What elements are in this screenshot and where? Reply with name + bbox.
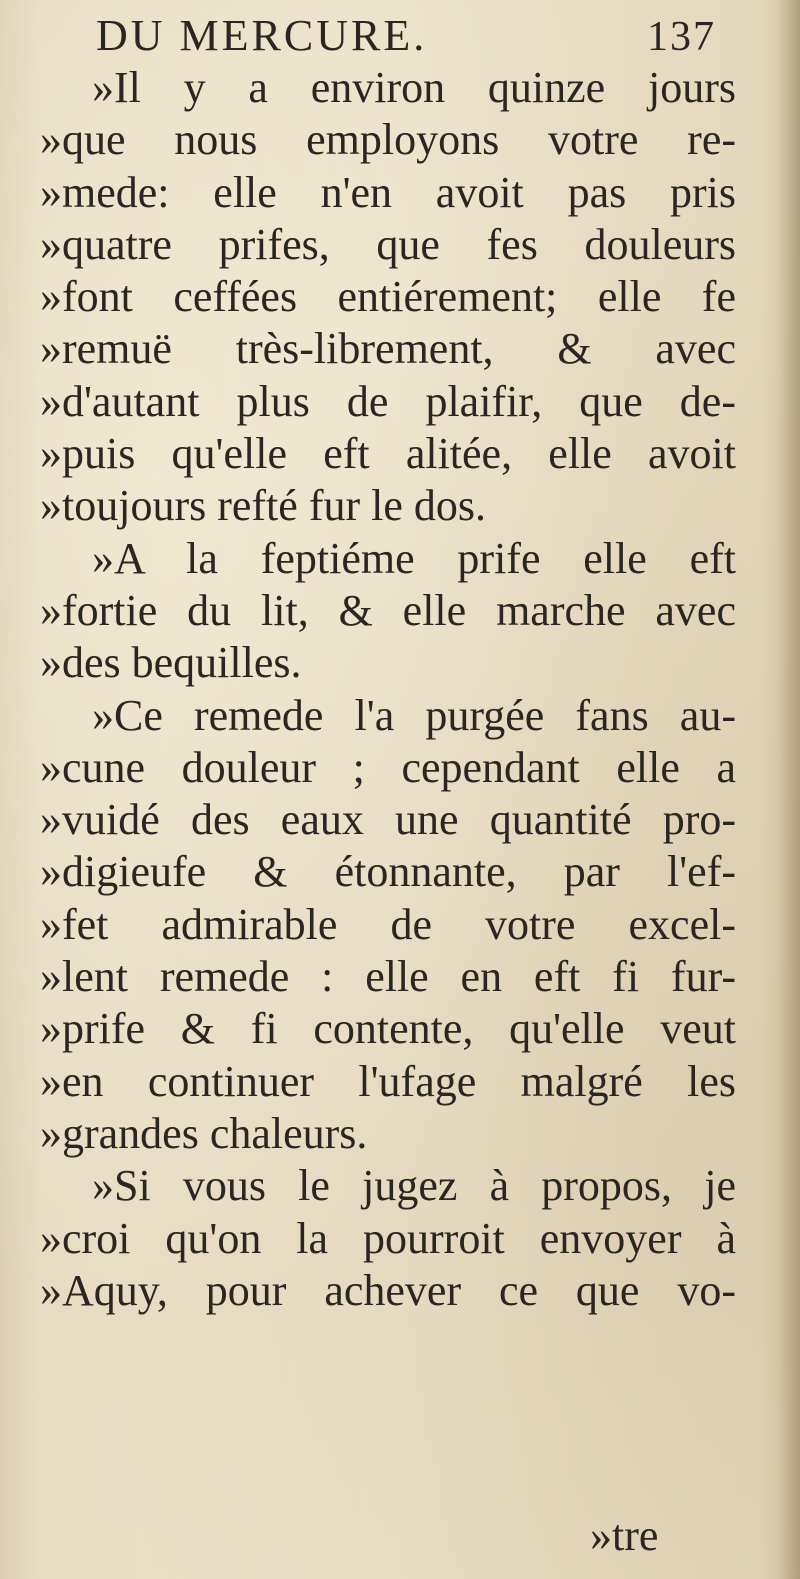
text-line: »Si vous le jugez à propos, je: [92, 1161, 736, 1211]
catchword: »tre: [590, 1511, 659, 1560]
text-line: »digieufe & étonnante, par l'ef-: [40, 847, 736, 897]
text-line: »remuë très-librement, & avec: [40, 324, 736, 374]
text-line: »que nous employons votre re-: [40, 115, 736, 165]
text-line: »lent remede : elle en eft fi fur-: [40, 952, 736, 1002]
text-line: »en continuer l'ufage malgré les: [40, 1056, 736, 1106]
text-line: »mede: elle n'en avoit pas pris: [40, 167, 736, 217]
text-line: »Aquy, pour achever ce que vo-: [40, 1265, 736, 1315]
text-line: »croi qu'on la pourroit envoyer à: [40, 1213, 736, 1263]
text-line: »puis qu'elle eft alitée, elle avoit: [40, 429, 736, 479]
text-line: »A la feptiéme prife elle eft: [92, 533, 736, 583]
text-line: »fet admirable de votre excel-: [40, 899, 736, 949]
text-line: »d'autant plus de plaifir, que de-: [40, 376, 736, 426]
running-title: DU MERCURE.: [96, 11, 428, 60]
running-head: [96, 10, 716, 62]
text-line: »cune douleur ; cependant elle a: [40, 742, 736, 792]
page-number: 137: [647, 14, 716, 60]
text-line: »prife & fi contente, qu'elle veut: [40, 1004, 736, 1054]
text-line: »vuidé des eaux une quantité pro-: [40, 795, 736, 845]
page-edge-shadow: [778, 0, 800, 1579]
text-line: »toujours refté fur le dos.: [40, 481, 486, 531]
text-line: »des bequilles.: [40, 638, 302, 688]
text-line: »Il y a environ quinze jours: [92, 63, 736, 112]
body-text: [40, 62, 736, 1317]
text-line: »quatre prifes, que fes douleurs: [40, 219, 736, 269]
text-line: »font ceffées entiérement; elle fe: [40, 272, 736, 322]
text-line: »fortie du lit, & elle marche avec: [40, 585, 736, 635]
text-line: »grandes chaleurs.: [40, 1108, 368, 1158]
text-line: »Ce remede l'a purgée fans au-: [92, 690, 736, 740]
